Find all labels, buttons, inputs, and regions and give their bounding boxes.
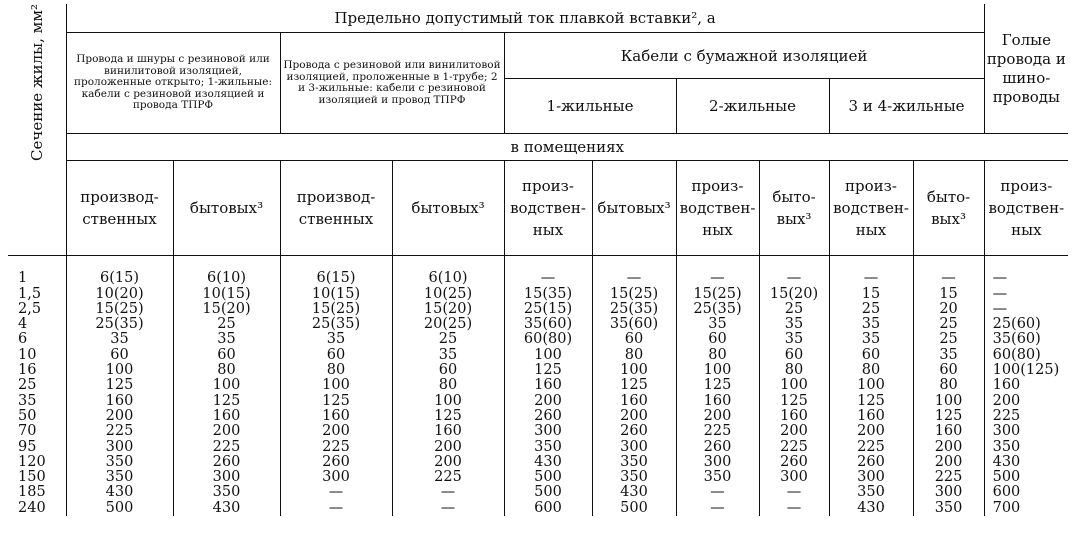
current-cell: 80 bbox=[913, 378, 984, 393]
current-cell: 260 bbox=[280, 455, 392, 470]
current-cell: 350 bbox=[676, 470, 759, 485]
section-cell: 10 bbox=[8, 348, 66, 363]
current-cell: 500 bbox=[66, 501, 173, 516]
current-cell: 60 bbox=[280, 348, 392, 363]
current-cell: 430 bbox=[829, 501, 913, 516]
current-cell: 60 bbox=[676, 332, 759, 347]
current-cell: 125 bbox=[592, 378, 676, 393]
current-cell: 6(10) bbox=[392, 271, 504, 286]
current-cell: 225 bbox=[992, 407, 1021, 424]
current-cell: 200 bbox=[392, 455, 504, 470]
current-cell: 260 bbox=[173, 455, 280, 470]
current-cell: 200 bbox=[913, 440, 984, 455]
current-cell: 160 bbox=[280, 409, 392, 424]
section-header-tail bbox=[8, 161, 66, 256]
current-cell: 200 bbox=[992, 392, 1021, 409]
current-cell: 60(80) bbox=[504, 332, 592, 347]
table-row bbox=[8, 302, 1068, 317]
table-row bbox=[8, 455, 1068, 470]
current-cell: 225 bbox=[829, 440, 913, 455]
current-cell: 430 bbox=[592, 485, 676, 500]
current-cell: 35 bbox=[829, 332, 913, 347]
current-cell: 125 bbox=[66, 378, 173, 393]
group1-header: Провода и шнуры с резиновой или винилитовой изоляцией, проложенные открыто; 1-жильные: кабели с резиновой изоляцией и провода ТПРФ bbox=[66, 33, 280, 134]
section-cell: 1,5 bbox=[8, 287, 66, 302]
col-label: произ-водствен-ных bbox=[504, 161, 592, 256]
current-cell: 25(35) bbox=[280, 317, 392, 332]
current-cell: 160 bbox=[592, 394, 676, 409]
current-cell: 200 bbox=[280, 424, 392, 439]
current-cell: 15(25) bbox=[676, 287, 759, 302]
section-cell: 240 bbox=[8, 501, 66, 516]
col-label: производ-ственных bbox=[66, 161, 173, 256]
current-cell: 125 bbox=[504, 363, 592, 378]
col-label: быто-вых³ bbox=[913, 161, 984, 256]
current-cell: 35 bbox=[66, 332, 173, 347]
current-cell: — bbox=[829, 271, 913, 286]
current-cell: 430 bbox=[504, 455, 592, 470]
current-cell: 100 bbox=[504, 348, 592, 363]
current-cell: 260 bbox=[592, 424, 676, 439]
current-cell: 300 bbox=[759, 470, 829, 485]
current-cell: 35 bbox=[913, 348, 984, 363]
current-cell: 350 bbox=[66, 455, 173, 470]
current-cell: — bbox=[992, 270, 1008, 287]
current-cell: 80 bbox=[676, 348, 759, 363]
table-row bbox=[8, 317, 1068, 332]
current-cell: 20(25) bbox=[392, 317, 504, 332]
current-cell: 300 bbox=[66, 440, 173, 455]
current-cell: 160 bbox=[392, 424, 504, 439]
current-cell: 25(60) bbox=[992, 316, 1041, 333]
current-cell: 35(60) bbox=[992, 331, 1041, 348]
current-cell: 225 bbox=[66, 424, 173, 439]
current-cell: 300 bbox=[992, 423, 1021, 440]
section-header-cell bbox=[8, 4, 66, 161]
section-cell: 16 bbox=[8, 363, 66, 378]
current-cell: 100 bbox=[592, 363, 676, 378]
current-cell: 80 bbox=[392, 378, 504, 393]
current-cell: 300 bbox=[829, 470, 913, 485]
current-cell: 600 bbox=[992, 484, 1021, 501]
section-cell: 6 bbox=[8, 332, 66, 347]
current-cell: 350 bbox=[66, 470, 173, 485]
current-cell: — bbox=[676, 271, 759, 286]
current-cell: 700 bbox=[992, 499, 1021, 516]
section-cell: 150 bbox=[8, 470, 66, 485]
current-cell: 160 bbox=[173, 409, 280, 424]
current-cell: — bbox=[992, 285, 1008, 302]
current-cell: 500 bbox=[592, 501, 676, 516]
table-row bbox=[8, 287, 1068, 302]
current-cell: 350 bbox=[829, 485, 913, 500]
cable-1core-header: 1-жильные bbox=[504, 79, 676, 134]
current-cell: 125 bbox=[913, 409, 984, 424]
current-cell: — bbox=[759, 485, 829, 500]
current-cell: 15(35) bbox=[504, 287, 592, 302]
current-cell: 260 bbox=[829, 455, 913, 470]
col-label: произ-водствен-ных bbox=[676, 161, 759, 256]
current-cell: 200 bbox=[759, 424, 829, 439]
current-cell: 125 bbox=[759, 394, 829, 409]
current-cell: 60 bbox=[759, 348, 829, 363]
current-cell: 125 bbox=[676, 378, 759, 393]
current-cell: 25 bbox=[913, 332, 984, 347]
section-cell: 1 bbox=[8, 271, 66, 286]
table-row bbox=[8, 394, 1068, 409]
current-cell: 35 bbox=[676, 317, 759, 332]
section-cell: 50 bbox=[8, 409, 66, 424]
col-label: бытовых³ bbox=[392, 161, 504, 256]
current-cell: 60 bbox=[913, 363, 984, 378]
current-cell: — bbox=[676, 501, 759, 516]
current-cell: 125 bbox=[392, 409, 504, 424]
current-cell: 300 bbox=[592, 440, 676, 455]
current-cell: 35 bbox=[280, 332, 392, 347]
current-cell: 300 bbox=[504, 424, 592, 439]
current-cell: 60 bbox=[592, 332, 676, 347]
current-cell: 350 bbox=[592, 455, 676, 470]
current-cell: 500 bbox=[504, 485, 592, 500]
section-cell: 2,5 bbox=[8, 302, 66, 317]
current-cell: 10(20) bbox=[66, 287, 173, 302]
current-cell: 60 bbox=[173, 348, 280, 363]
current-cell: 430 bbox=[992, 453, 1021, 470]
current-cell: — bbox=[759, 501, 829, 516]
current-cell: 350 bbox=[992, 438, 1021, 455]
current-cell: 15(20) bbox=[759, 287, 829, 302]
current-cell: 350 bbox=[592, 470, 676, 485]
current-cell: 15(20) bbox=[173, 302, 280, 317]
current-cell: 500 bbox=[504, 470, 592, 485]
current-cell: 200 bbox=[173, 424, 280, 439]
current-cell: 25(35) bbox=[592, 302, 676, 317]
current-cell: 6(15) bbox=[280, 271, 392, 286]
current-cell: 100 bbox=[759, 378, 829, 393]
current-cell: 200 bbox=[504, 394, 592, 409]
fuse-current-table bbox=[8, 4, 1068, 516]
table-row bbox=[8, 485, 1068, 500]
current-cell: 160 bbox=[992, 377, 1021, 394]
section-cell: 4 bbox=[8, 317, 66, 332]
col-label: бытовых³ bbox=[173, 161, 280, 256]
current-cell: 160 bbox=[913, 424, 984, 439]
current-cell: 200 bbox=[66, 409, 173, 424]
current-cell: 160 bbox=[829, 409, 913, 424]
current-cell: 300 bbox=[173, 470, 280, 485]
current-cell: 80 bbox=[759, 363, 829, 378]
current-cell: 225 bbox=[173, 440, 280, 455]
section-cell: 35 bbox=[8, 394, 66, 409]
current-cell: 35(60) bbox=[504, 317, 592, 332]
current-cell: 35(60) bbox=[592, 317, 676, 332]
table-row bbox=[8, 271, 1068, 286]
current-cell: 15(20) bbox=[392, 302, 504, 317]
current-cell: 20 bbox=[913, 302, 984, 317]
current-cell: 80 bbox=[829, 363, 913, 378]
current-cell: 15(25) bbox=[280, 302, 392, 317]
col-label: быто-вых³ bbox=[759, 161, 829, 256]
current-cell: 300 bbox=[280, 470, 392, 485]
current-cell: 225 bbox=[392, 470, 504, 485]
current-cell: — bbox=[759, 271, 829, 286]
current-cell: 200 bbox=[392, 440, 504, 455]
current-cell: 25 bbox=[913, 317, 984, 332]
cable-34core-header: 3 и 4-жильные bbox=[829, 79, 984, 134]
current-cell: 200 bbox=[913, 455, 984, 470]
table-row bbox=[8, 470, 1068, 485]
current-cell: 350 bbox=[173, 485, 280, 500]
current-cell: 100 bbox=[280, 378, 392, 393]
current-cell: 350 bbox=[913, 501, 984, 516]
current-cell: — bbox=[992, 300, 1008, 317]
group2-header: Провода с резиновой или винилитовой изоляцией, проложенные в 1-трубе; 2 и 3-жильные: кабели с резиновой изоляцией и провод ТПРФ bbox=[280, 33, 504, 134]
paper-cables-header: Кабели с бумажной изоляцией bbox=[504, 33, 984, 79]
current-cell: 300 bbox=[913, 485, 984, 500]
current-cell: — bbox=[392, 485, 504, 500]
table-row bbox=[8, 440, 1068, 455]
current-cell: 25 bbox=[829, 302, 913, 317]
current-cell: 160 bbox=[66, 394, 173, 409]
section-cell: 185 bbox=[8, 485, 66, 500]
current-cell: 15 bbox=[829, 287, 913, 302]
current-cell: — bbox=[392, 501, 504, 516]
current-cell: 35 bbox=[759, 332, 829, 347]
indoors-header: в помещениях bbox=[66, 134, 1068, 161]
col-label: произ-водствен-ных bbox=[829, 161, 913, 256]
current-cell: — bbox=[676, 485, 759, 500]
spacer-cell bbox=[8, 255, 66, 271]
table-row bbox=[8, 332, 1068, 347]
current-cell: 225 bbox=[913, 470, 984, 485]
current-cell: 100 bbox=[913, 394, 984, 409]
current-cell: 15 bbox=[913, 287, 984, 302]
current-cell: 25 bbox=[392, 332, 504, 347]
current-cell: 125 bbox=[280, 394, 392, 409]
current-cell: 25 bbox=[173, 317, 280, 332]
section-cell: 25 bbox=[8, 378, 66, 393]
current-cell: 260 bbox=[504, 409, 592, 424]
current-cell: 15(25) bbox=[592, 287, 676, 302]
current-cell: 25(35) bbox=[676, 302, 759, 317]
current-cell: 125 bbox=[173, 394, 280, 409]
current-cell: 100 bbox=[66, 363, 173, 378]
current-cell: — bbox=[504, 271, 592, 286]
current-cell: 15(25) bbox=[66, 302, 173, 317]
current-cell: 160 bbox=[504, 378, 592, 393]
cable-2core-header: 2-жильные bbox=[676, 79, 829, 134]
current-cell: 430 bbox=[66, 485, 173, 500]
current-cell: 60(80) bbox=[992, 346, 1041, 363]
current-cell: 10(15) bbox=[280, 287, 392, 302]
current-cell: 6(15) bbox=[66, 271, 173, 286]
table-row bbox=[8, 348, 1068, 363]
table-row bbox=[8, 424, 1068, 439]
current-cell: 35 bbox=[759, 317, 829, 332]
table-row bbox=[8, 409, 1068, 424]
current-cell: 80 bbox=[592, 348, 676, 363]
current-cell: 200 bbox=[829, 424, 913, 439]
current-cell: 100 bbox=[676, 363, 759, 378]
current-cell: 25(35) bbox=[66, 317, 173, 332]
table-body bbox=[8, 255, 1068, 516]
section-cell: 95 bbox=[8, 440, 66, 455]
current-cell: 300 bbox=[676, 455, 759, 470]
col-label: производ-ственных bbox=[280, 161, 392, 256]
section-cell: 120 bbox=[8, 455, 66, 470]
current-cell: 100 bbox=[392, 394, 504, 409]
current-cell: 200 bbox=[676, 409, 759, 424]
main-title: Предельно допустимый ток плавкой вставки², а bbox=[66, 4, 984, 33]
current-cell: 225 bbox=[759, 440, 829, 455]
current-cell: 35 bbox=[829, 317, 913, 332]
current-cell: 100 bbox=[173, 378, 280, 393]
current-cell: 10(15) bbox=[173, 287, 280, 302]
current-cell: 6(10) bbox=[173, 271, 280, 286]
section-cell: 70 bbox=[8, 424, 66, 439]
current-cell: 60 bbox=[392, 363, 504, 378]
current-cell: 260 bbox=[759, 455, 829, 470]
current-cell: — bbox=[280, 501, 392, 516]
section-header: Сечение жилы, мм² bbox=[27, 4, 46, 161]
current-cell: 260 bbox=[676, 440, 759, 455]
current-cell: 25(15) bbox=[504, 302, 592, 317]
current-cell: 35 bbox=[173, 332, 280, 347]
current-cell: 200 bbox=[592, 409, 676, 424]
col-label: бытовых³ bbox=[592, 161, 676, 256]
current-cell: 100(125) bbox=[992, 362, 1060, 379]
current-cell: 430 bbox=[173, 501, 280, 516]
current-cell: — bbox=[913, 271, 984, 286]
current-cell: 80 bbox=[173, 363, 280, 378]
table-row bbox=[8, 501, 1068, 516]
current-cell: 80 bbox=[280, 363, 392, 378]
col-label: произ-водствен-ных bbox=[984, 161, 1068, 256]
current-cell: 500 bbox=[992, 469, 1021, 486]
current-cell: 125 bbox=[829, 394, 913, 409]
current-cell: 10(25) bbox=[392, 287, 504, 302]
current-cell: — bbox=[592, 271, 676, 286]
bare-conductors-header: Голые провода и шино-проводы bbox=[984, 4, 1068, 134]
table-row bbox=[8, 378, 1068, 393]
current-cell: 600 bbox=[504, 501, 592, 516]
table-row bbox=[8, 363, 1068, 378]
current-cell: 60 bbox=[829, 348, 913, 363]
current-cell: 25 bbox=[759, 302, 829, 317]
current-cell: 60 bbox=[66, 348, 173, 363]
current-cell: 225 bbox=[280, 440, 392, 455]
current-cell: 35 bbox=[392, 348, 504, 363]
current-cell: 160 bbox=[759, 409, 829, 424]
current-cell: 160 bbox=[676, 394, 759, 409]
current-cell: 225 bbox=[676, 424, 759, 439]
current-cell: 100 bbox=[829, 378, 913, 393]
current-cell: — bbox=[280, 485, 392, 500]
current-cell: 350 bbox=[504, 440, 592, 455]
